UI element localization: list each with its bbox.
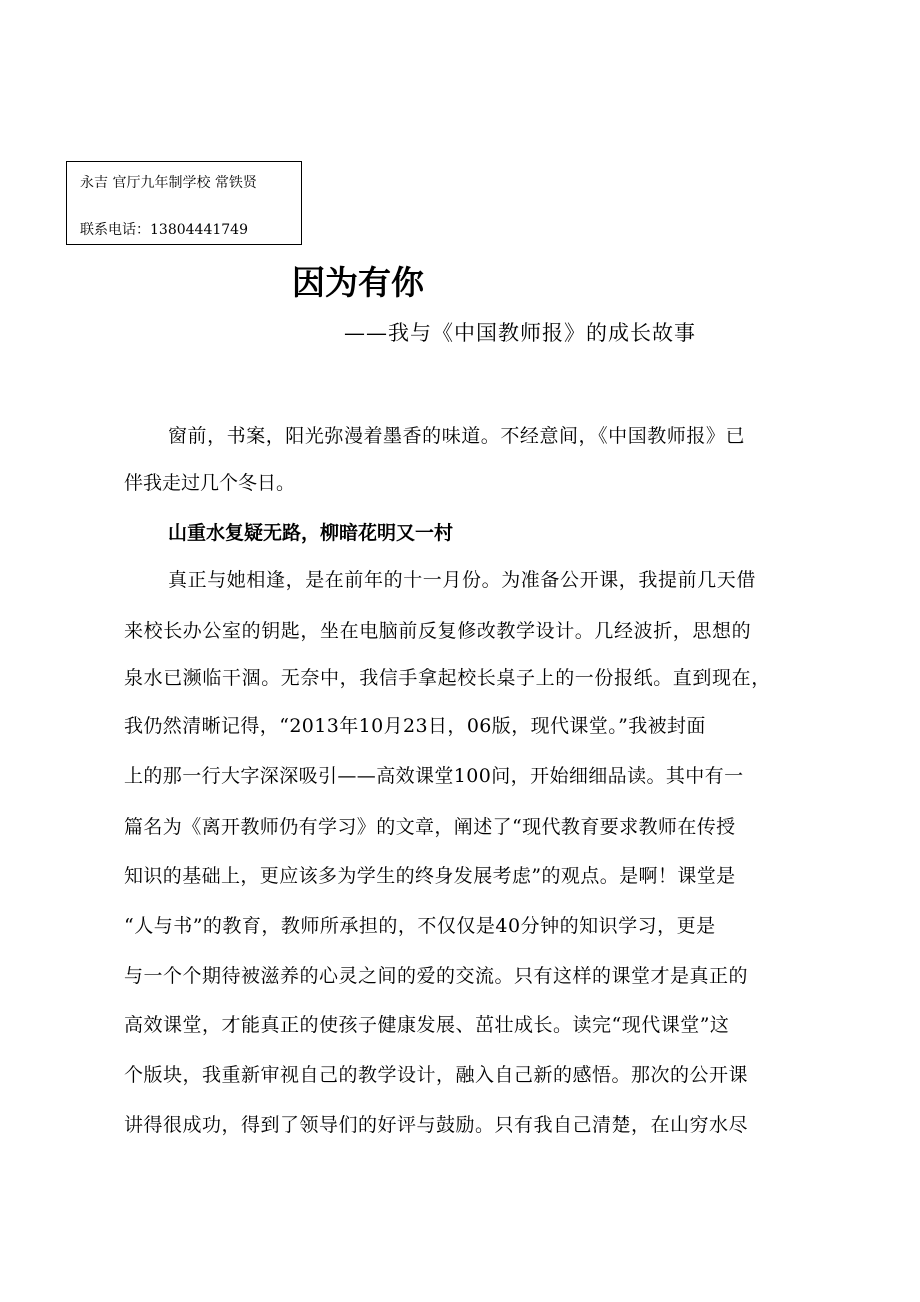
- body-line: 真正与她相逢，是在前年的十一月份。为准备公开课，我提前几天借: [168, 569, 757, 591]
- body-line: 泉水已濒临干涸。无奈中，我信手拿起校长桌子上的一份报纸。直到现在，: [124, 667, 771, 689]
- body-line: 与一个个期待被滋养的心灵之间的爱的交流。只有这样的课堂才是真正的: [124, 965, 749, 987]
- body-line: 知识的基础上，更应该多为学生的终身发展考虑”的观点。是啊！课堂是: [124, 865, 736, 887]
- article-title: 因为有你: [292, 263, 424, 302]
- body-line: 我仍然清晰记得，“2013年10月23日，06版，现代课堂。”我被封面: [124, 715, 706, 737]
- section-heading: 山重水复疑无路，柳暗花明又一村: [168, 522, 454, 544]
- body-line: 个版块，我重新审视自己的教学设计，融入自己新的感悟。那次的公开课: [124, 1064, 749, 1086]
- body-line: 讲得很成功，得到了领导们的好评与鼓励。只有我自己清楚，在山穷水尽: [124, 1114, 749, 1136]
- article-subtitle: ——我与《中国教师报》的成长故事: [344, 321, 696, 345]
- body-line: 篇名为《离开教师仍有学习》的文章，阐述了“现代教育要求教师在传授: [124, 816, 736, 838]
- body-line: “人与书”的教育，教师所承担的，不仅仅是40分钟的知识学习，更是: [124, 915, 716, 937]
- body-line: 来校长办公室的钥匙，坐在电脑前反复修改教学设计。几经波折，思想的: [124, 620, 752, 642]
- intro-line: 伴我走过几个冬日。: [124, 472, 296, 494]
- author-info-box: [66, 161, 302, 245]
- author-school: 永吉 官厅九年制学校 常铁贤: [80, 175, 257, 191]
- author-phone: 联系电话：13804441749: [80, 222, 248, 238]
- intro-line: 窗前，书案，阳光弥漫着墨香的味道。不经意间，《中国教师报》已: [168, 425, 746, 447]
- body-line: 上的那一行大字深深吸引——高效课堂100问，开始细细品读。其中有一: [124, 765, 744, 787]
- body-line: 高效课堂，才能真正的使孩子健康发展、茁壮成长。读完“现代课堂”这: [124, 1014, 730, 1036]
